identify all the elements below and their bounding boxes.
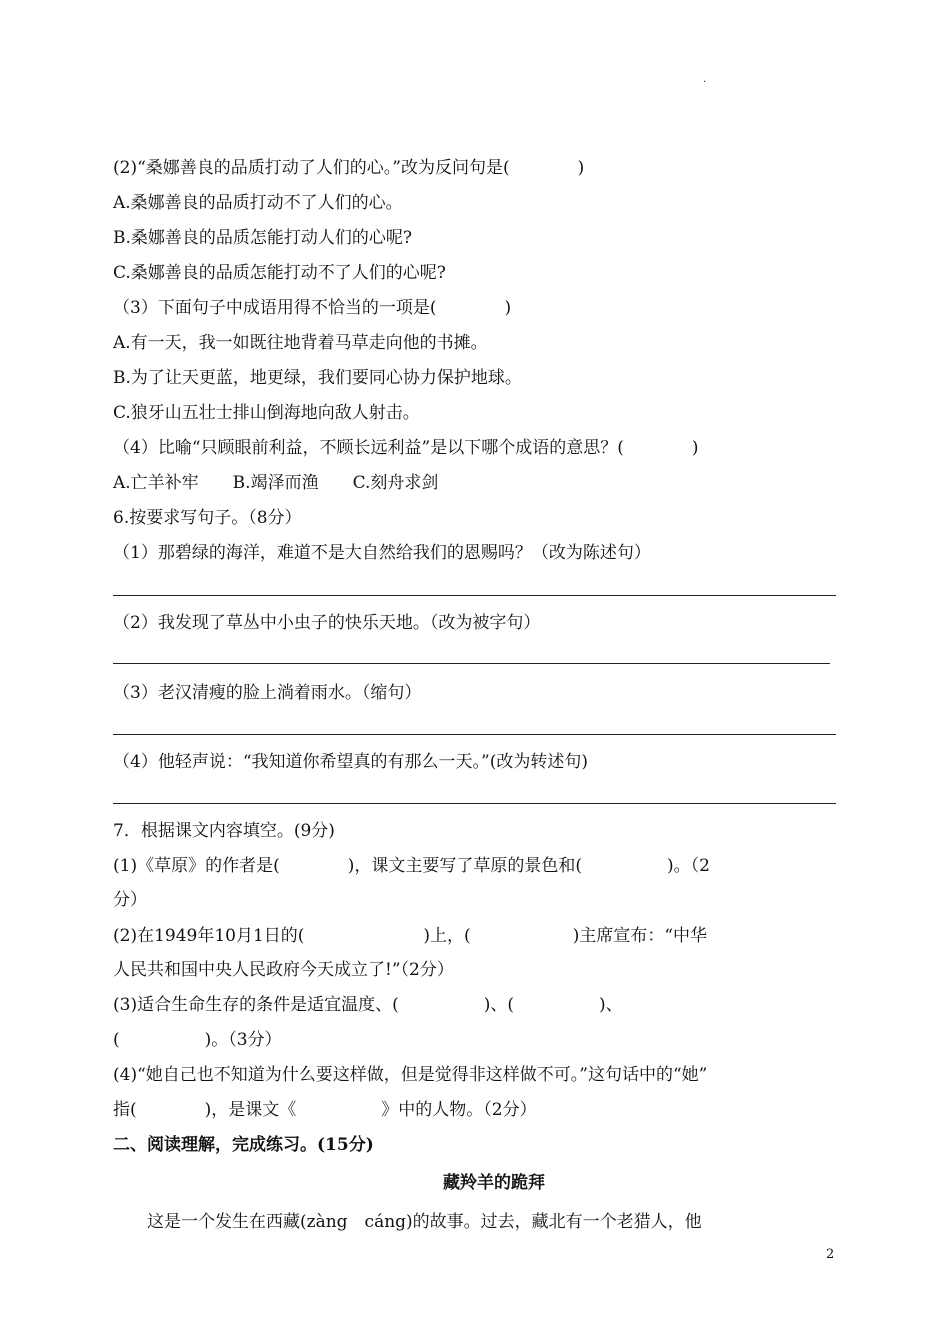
q5-2-option-a: A.桑娜善良的品质打动不了人们的心。 [113,193,403,213]
answer-line-4[interactable] [113,803,836,804]
q6-item-2: （2）我发现了草丛中小虫子的快乐天地。（改为被字句） [113,613,541,633]
q7-line-5: (3)适合生命生存的条件是适宜温度、( )、( )、 [113,995,623,1015]
section-2-heading: 二、阅读理解，完成练习。(15分) [113,1135,374,1155]
answer-line-1[interactable] [113,595,836,596]
q7-title: 7．根据课文内容填空。(9分) [113,821,335,841]
q5-4-stem: （4）比喻“只顾眼前利益，不顾长远利益”是以下哪个成语的意思？( ) [113,438,699,458]
q5-3-option-a: A.有一天，我一如既往地背着马草走向他的书摊。 [113,333,488,353]
answer-line-3[interactable] [113,734,836,735]
q5-3-stem: （3）下面句子中成语用得不恰当的一项是( ) [113,298,512,318]
q7-line-6: ( )。（3分） [113,1030,282,1050]
header-dot: . [703,74,707,85]
q5-3-option-b: B.为了让天更蓝，地更绿，我们要同心协力保护地球。 [113,368,522,388]
q5-4-options: A.亡羊补牢 B.竭泽而渔 C.刻舟求剑 [113,473,439,493]
q5-3-option-c: C.狼牙山五壮士排山倒海地向敌人射击。 [113,403,420,423]
q7-line-7: (4)“她自己也不知道为什么要这样做，但是觉得非这样做不可。”这句话中的“她” [113,1065,708,1085]
q7-line-2: 分） [113,890,147,910]
q7-line-3: (2)在1949年10月1日的( )上，( )主席宣布：“中华 [113,926,708,946]
q7-line-4: 人民共和国中央人民政府今天成立了!”（2分） [113,960,454,980]
article-first-line: 这是一个发生在西藏(zàng cáng)的故事。过去，藏北有一个老猎人，他 [113,1212,702,1232]
q5-2-stem: (2)“桑娜善良的品质打动了人们的心。”改为反问句是( ) [113,158,585,178]
q7-line-8: 指( )，是课文《 》中的人物。（2分） [113,1100,537,1120]
answer-line-2[interactable] [113,663,830,664]
q5-2-option-b: B.桑娜善良的品质怎能打动人们的心呢? [113,228,413,248]
q6-title: 6.按要求写句子。（8分） [113,508,302,528]
page-number: 2 [826,1247,835,1262]
q5-2-option-c: C.桑娜善良的品质怎能打动不了人们的心呢? [113,263,446,283]
q7-line-1: (1)《草原》的作者是( )，课文主要写了草原的景色和( )。（2 [113,856,710,876]
q6-item-3: （3）老汉清瘦的脸上淌着雨水。（缩句） [113,683,422,703]
q6-item-1: （1）那碧绿的海洋，难道不是大自然给我们的恩赐吗？（改为陈述句） [113,543,651,563]
q6-item-4: （4）他轻声说：“我知道你希望真的有那么一天。”(改为转述句) [113,752,588,772]
article-title: 藏羚羊的跪拜 [443,1173,545,1193]
